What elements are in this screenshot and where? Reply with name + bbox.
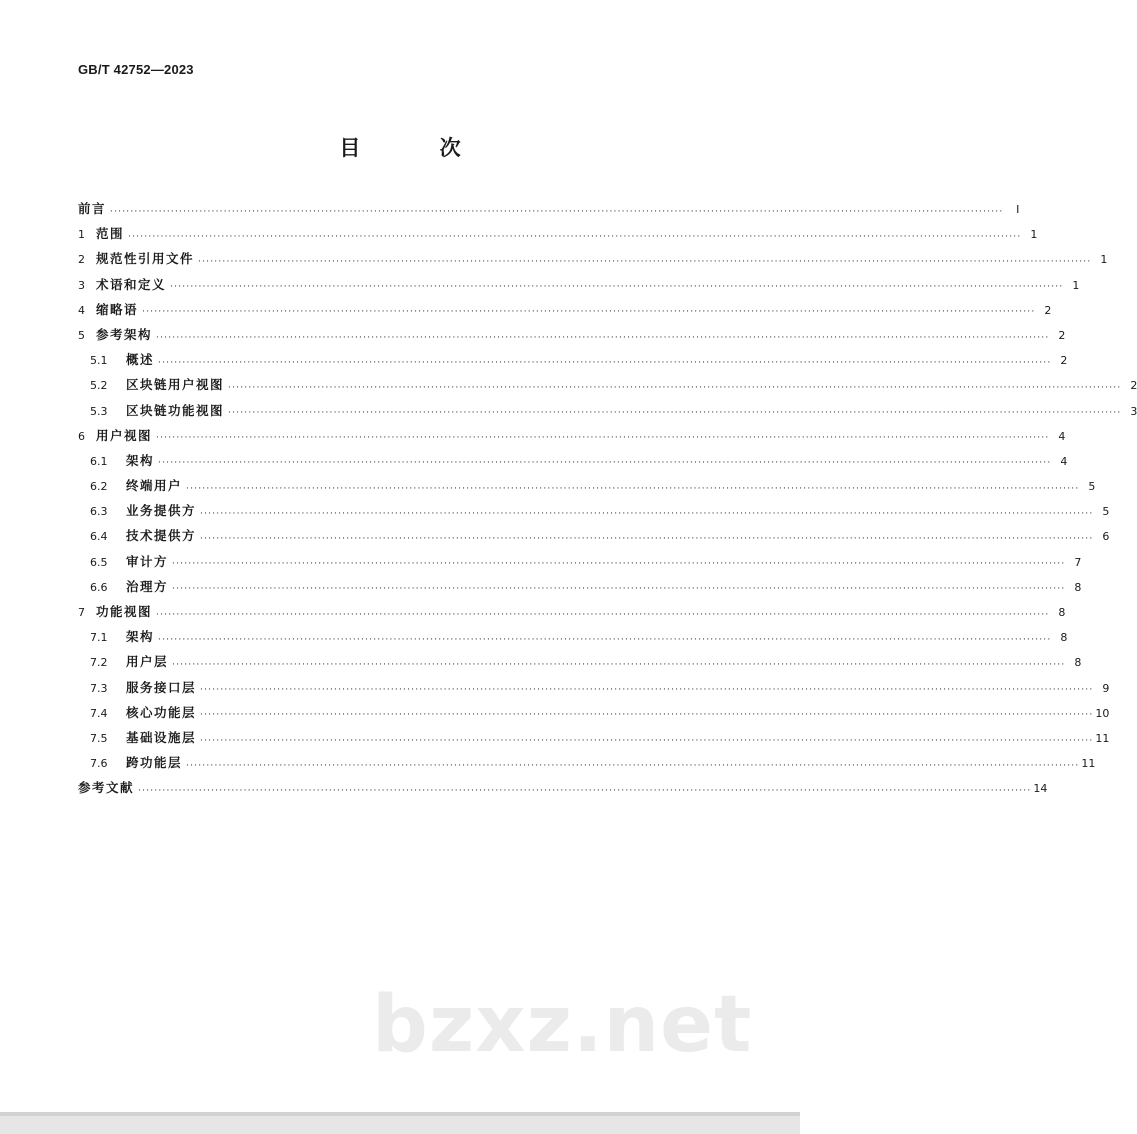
toc-entry-label: 规范性引用文件 bbox=[96, 251, 195, 267]
toc-entry-page: 5 bbox=[1088, 480, 1096, 494]
toc-entry-label: 参考文献 bbox=[78, 780, 135, 796]
toc-leader-dots: ···························································································································································································································· bbox=[200, 534, 1094, 545]
toc-entry-label: 缩略语 bbox=[96, 301, 139, 317]
toc-entry-page: 1 bbox=[1072, 278, 1080, 292]
toc-entry-number: 5.3 bbox=[90, 404, 108, 418]
toc-leader-dots: ···························································································································································································································· bbox=[186, 760, 1080, 771]
toc-entry-label: 架构 bbox=[126, 629, 155, 645]
toc-entry-label: 区块链用户视图 bbox=[126, 377, 225, 393]
toc-leader-dots: ···························································································································································································································· bbox=[172, 584, 1066, 595]
toc-entry-number: 6.1 bbox=[90, 454, 108, 468]
toc-entry-label: 区块链功能视图 bbox=[126, 402, 225, 418]
toc-entry-number: 5 bbox=[78, 328, 85, 342]
toc-entry-page: 8 bbox=[1074, 656, 1082, 670]
toc-leader-dots: ···························································································································································································································· bbox=[156, 433, 1050, 444]
toc-entry[interactable] bbox=[78, 703, 1110, 728]
toc-entry-page: 11 bbox=[1081, 757, 1096, 771]
toc-entry-page: 1 bbox=[1030, 228, 1038, 242]
toc-entry[interactable] bbox=[78, 350, 1068, 375]
toc-leader-dots: ···························································································································································································································· bbox=[172, 659, 1066, 670]
toc-entry[interactable] bbox=[78, 249, 1108, 274]
toc-entry-number: 5.2 bbox=[90, 379, 108, 393]
toc-entry-label: 审计方 bbox=[126, 553, 169, 569]
toc-entry-label: 前言 bbox=[78, 201, 107, 216]
standard-code: GB/T 42752—2023 bbox=[78, 62, 194, 77]
toc-entry[interactable] bbox=[78, 224, 1038, 249]
toc-entry-page: 4 bbox=[1060, 454, 1068, 468]
toc-entry-number: 6.3 bbox=[90, 505, 108, 519]
toc-entry-page: 8 bbox=[1060, 631, 1068, 645]
toc-entry-number: 7.4 bbox=[90, 706, 108, 720]
toc-entry-number: 6 bbox=[78, 429, 85, 443]
toc-entry-number: 7.6 bbox=[90, 757, 108, 771]
toc-entry[interactable] bbox=[78, 401, 1137, 426]
toc-entry-label: 治理方 bbox=[126, 578, 169, 594]
toc-entry-label: 核心功能层 bbox=[126, 704, 197, 720]
toc-leader-dots: ···························································································································································································································· bbox=[156, 609, 1050, 620]
toc-entry[interactable] bbox=[78, 199, 1020, 224]
toc-entry-label: 概述 bbox=[126, 352, 155, 368]
toc-entry[interactable] bbox=[78, 451, 1068, 476]
toc-entry-label: 服务接口层 bbox=[126, 679, 197, 695]
toc-entry-page: 2 bbox=[1060, 354, 1068, 368]
toc-leader-dots: ···························································································································································································································· bbox=[138, 785, 1032, 796]
table-of-contents bbox=[78, 199, 1137, 804]
toc-title: 目 次 bbox=[339, 135, 497, 160]
toc-entry-page: 9 bbox=[1102, 681, 1110, 695]
toc-leader-dots: ···························································································································································································································· bbox=[200, 710, 1094, 721]
toc-entry-label: 技术提供方 bbox=[126, 528, 197, 544]
toc-entry[interactable] bbox=[78, 577, 1082, 602]
toc-entry-label: 术语和定义 bbox=[96, 276, 167, 292]
toc-entry-page: 14 bbox=[1033, 782, 1048, 796]
toc-entry-number: 7.2 bbox=[90, 656, 108, 670]
toc-entry[interactable] bbox=[78, 652, 1082, 677]
toc-entry-number: 7.5 bbox=[90, 731, 108, 745]
toc-entry[interactable] bbox=[78, 552, 1082, 577]
toc-leader-dots: ···························································································································································································································· bbox=[228, 408, 1122, 419]
toc-entry-page: 4 bbox=[1058, 429, 1066, 443]
toc-entry[interactable] bbox=[78, 325, 1066, 350]
toc-entry[interactable] bbox=[78, 778, 1048, 803]
toc-entry[interactable] bbox=[78, 375, 1137, 400]
toc-leader-dots: ···························································································································································································································· bbox=[200, 735, 1094, 746]
toc-entry-number: 6.4 bbox=[90, 530, 108, 544]
toc-entry[interactable] bbox=[78, 476, 1096, 501]
toc-entry-number: 1 bbox=[78, 228, 85, 242]
toc-entry-number: 4 bbox=[78, 303, 85, 317]
watermark: bzxz.net bbox=[372, 980, 753, 1070]
toc-entry-page: 8 bbox=[1074, 580, 1082, 594]
toc-leader-dots: ···························································································································································································································· bbox=[110, 206, 1004, 217]
toc-entry-page: 2 bbox=[1130, 379, 1137, 393]
toc-leader-dots: ···························································································································································································································· bbox=[158, 357, 1052, 368]
toc-entry-page: 2 bbox=[1058, 328, 1066, 342]
toc-entry-number: 3 bbox=[78, 278, 85, 292]
toc-entry-page: 5 bbox=[1102, 505, 1110, 519]
toc-entry[interactable] bbox=[78, 426, 1066, 451]
toc-entry-label: 业务提供方 bbox=[126, 503, 197, 519]
toc-entry[interactable] bbox=[78, 627, 1068, 652]
toc-entry-label: 功能视图 bbox=[96, 604, 153, 619]
page-bottom-edge bbox=[0, 1112, 800, 1134]
toc-entry[interactable] bbox=[78, 300, 1052, 325]
toc-leader-dots: ···························································································································································································································· bbox=[158, 634, 1052, 645]
toc-entry[interactable] bbox=[78, 728, 1110, 753]
toc-entry-label: 架构 bbox=[126, 452, 155, 468]
toc-leader-dots: ···························································································································································································································· bbox=[172, 559, 1066, 570]
toc-entry-number: 2 bbox=[78, 253, 85, 267]
toc-leader-dots: ···························································································································································································································· bbox=[142, 307, 1036, 318]
toc-entry-page: 11 bbox=[1095, 731, 1110, 745]
toc-leader-dots: ···························································································································································································································· bbox=[228, 382, 1122, 393]
toc-entry-label: 基础设施层 bbox=[126, 729, 197, 745]
toc-entry-label: 范围 bbox=[96, 226, 125, 242]
toc-entry-label: 终端用户 bbox=[126, 478, 183, 494]
toc-entry-label: 跨功能层 bbox=[126, 755, 183, 771]
toc-entry-page: 3 bbox=[1130, 404, 1137, 418]
toc-leader-dots: ···························································································································································································································· bbox=[156, 332, 1050, 343]
toc-entry-label: 用户视图 bbox=[96, 427, 153, 443]
toc-leader-dots: ···························································································································································································································· bbox=[170, 282, 1064, 293]
toc-entry-number: 6.6 bbox=[90, 580, 108, 594]
toc-entry-number: 7.1 bbox=[90, 631, 108, 645]
toc-entry-number: 5.1 bbox=[90, 354, 108, 368]
toc-entry[interactable] bbox=[78, 602, 1066, 627]
toc-entry-number: 7 bbox=[78, 606, 85, 619]
toc-entry[interactable] bbox=[78, 753, 1096, 778]
toc-entry-label: 用户层 bbox=[126, 654, 169, 670]
toc-leader-dots: ···························································································································································································································· bbox=[158, 458, 1052, 469]
toc-leader-dots: ···························································································································································································································· bbox=[200, 508, 1094, 519]
toc-entry-page: 10 bbox=[1095, 706, 1110, 720]
toc-entry-number: 6.5 bbox=[90, 555, 108, 569]
toc-entry[interactable] bbox=[78, 678, 1110, 703]
toc-entry[interactable] bbox=[78, 501, 1110, 526]
toc-entry-page: 2 bbox=[1044, 303, 1052, 317]
toc-entry-page: 1 bbox=[1100, 253, 1108, 267]
toc-entry-page: 8 bbox=[1058, 606, 1066, 619]
toc-leader-dots: ···························································································································································································································· bbox=[128, 231, 1022, 242]
toc-leader-dots: ···························································································································································································································· bbox=[198, 256, 1092, 267]
toc-entry-number: 7.3 bbox=[90, 681, 108, 695]
toc-entry-page: Ⅰ bbox=[1016, 203, 1020, 216]
toc-entry[interactable] bbox=[78, 275, 1080, 300]
toc-entry-label: 参考架构 bbox=[96, 326, 153, 342]
toc-entry-page: 6 bbox=[1102, 530, 1110, 544]
toc-entry-number: 6.2 bbox=[90, 480, 108, 494]
toc-leader-dots: ···························································································································································································································· bbox=[200, 685, 1094, 696]
toc-entry-page: 7 bbox=[1074, 555, 1082, 569]
toc-leader-dots: ···························································································································································································································· bbox=[186, 483, 1080, 494]
toc-entry[interactable] bbox=[78, 526, 1110, 551]
